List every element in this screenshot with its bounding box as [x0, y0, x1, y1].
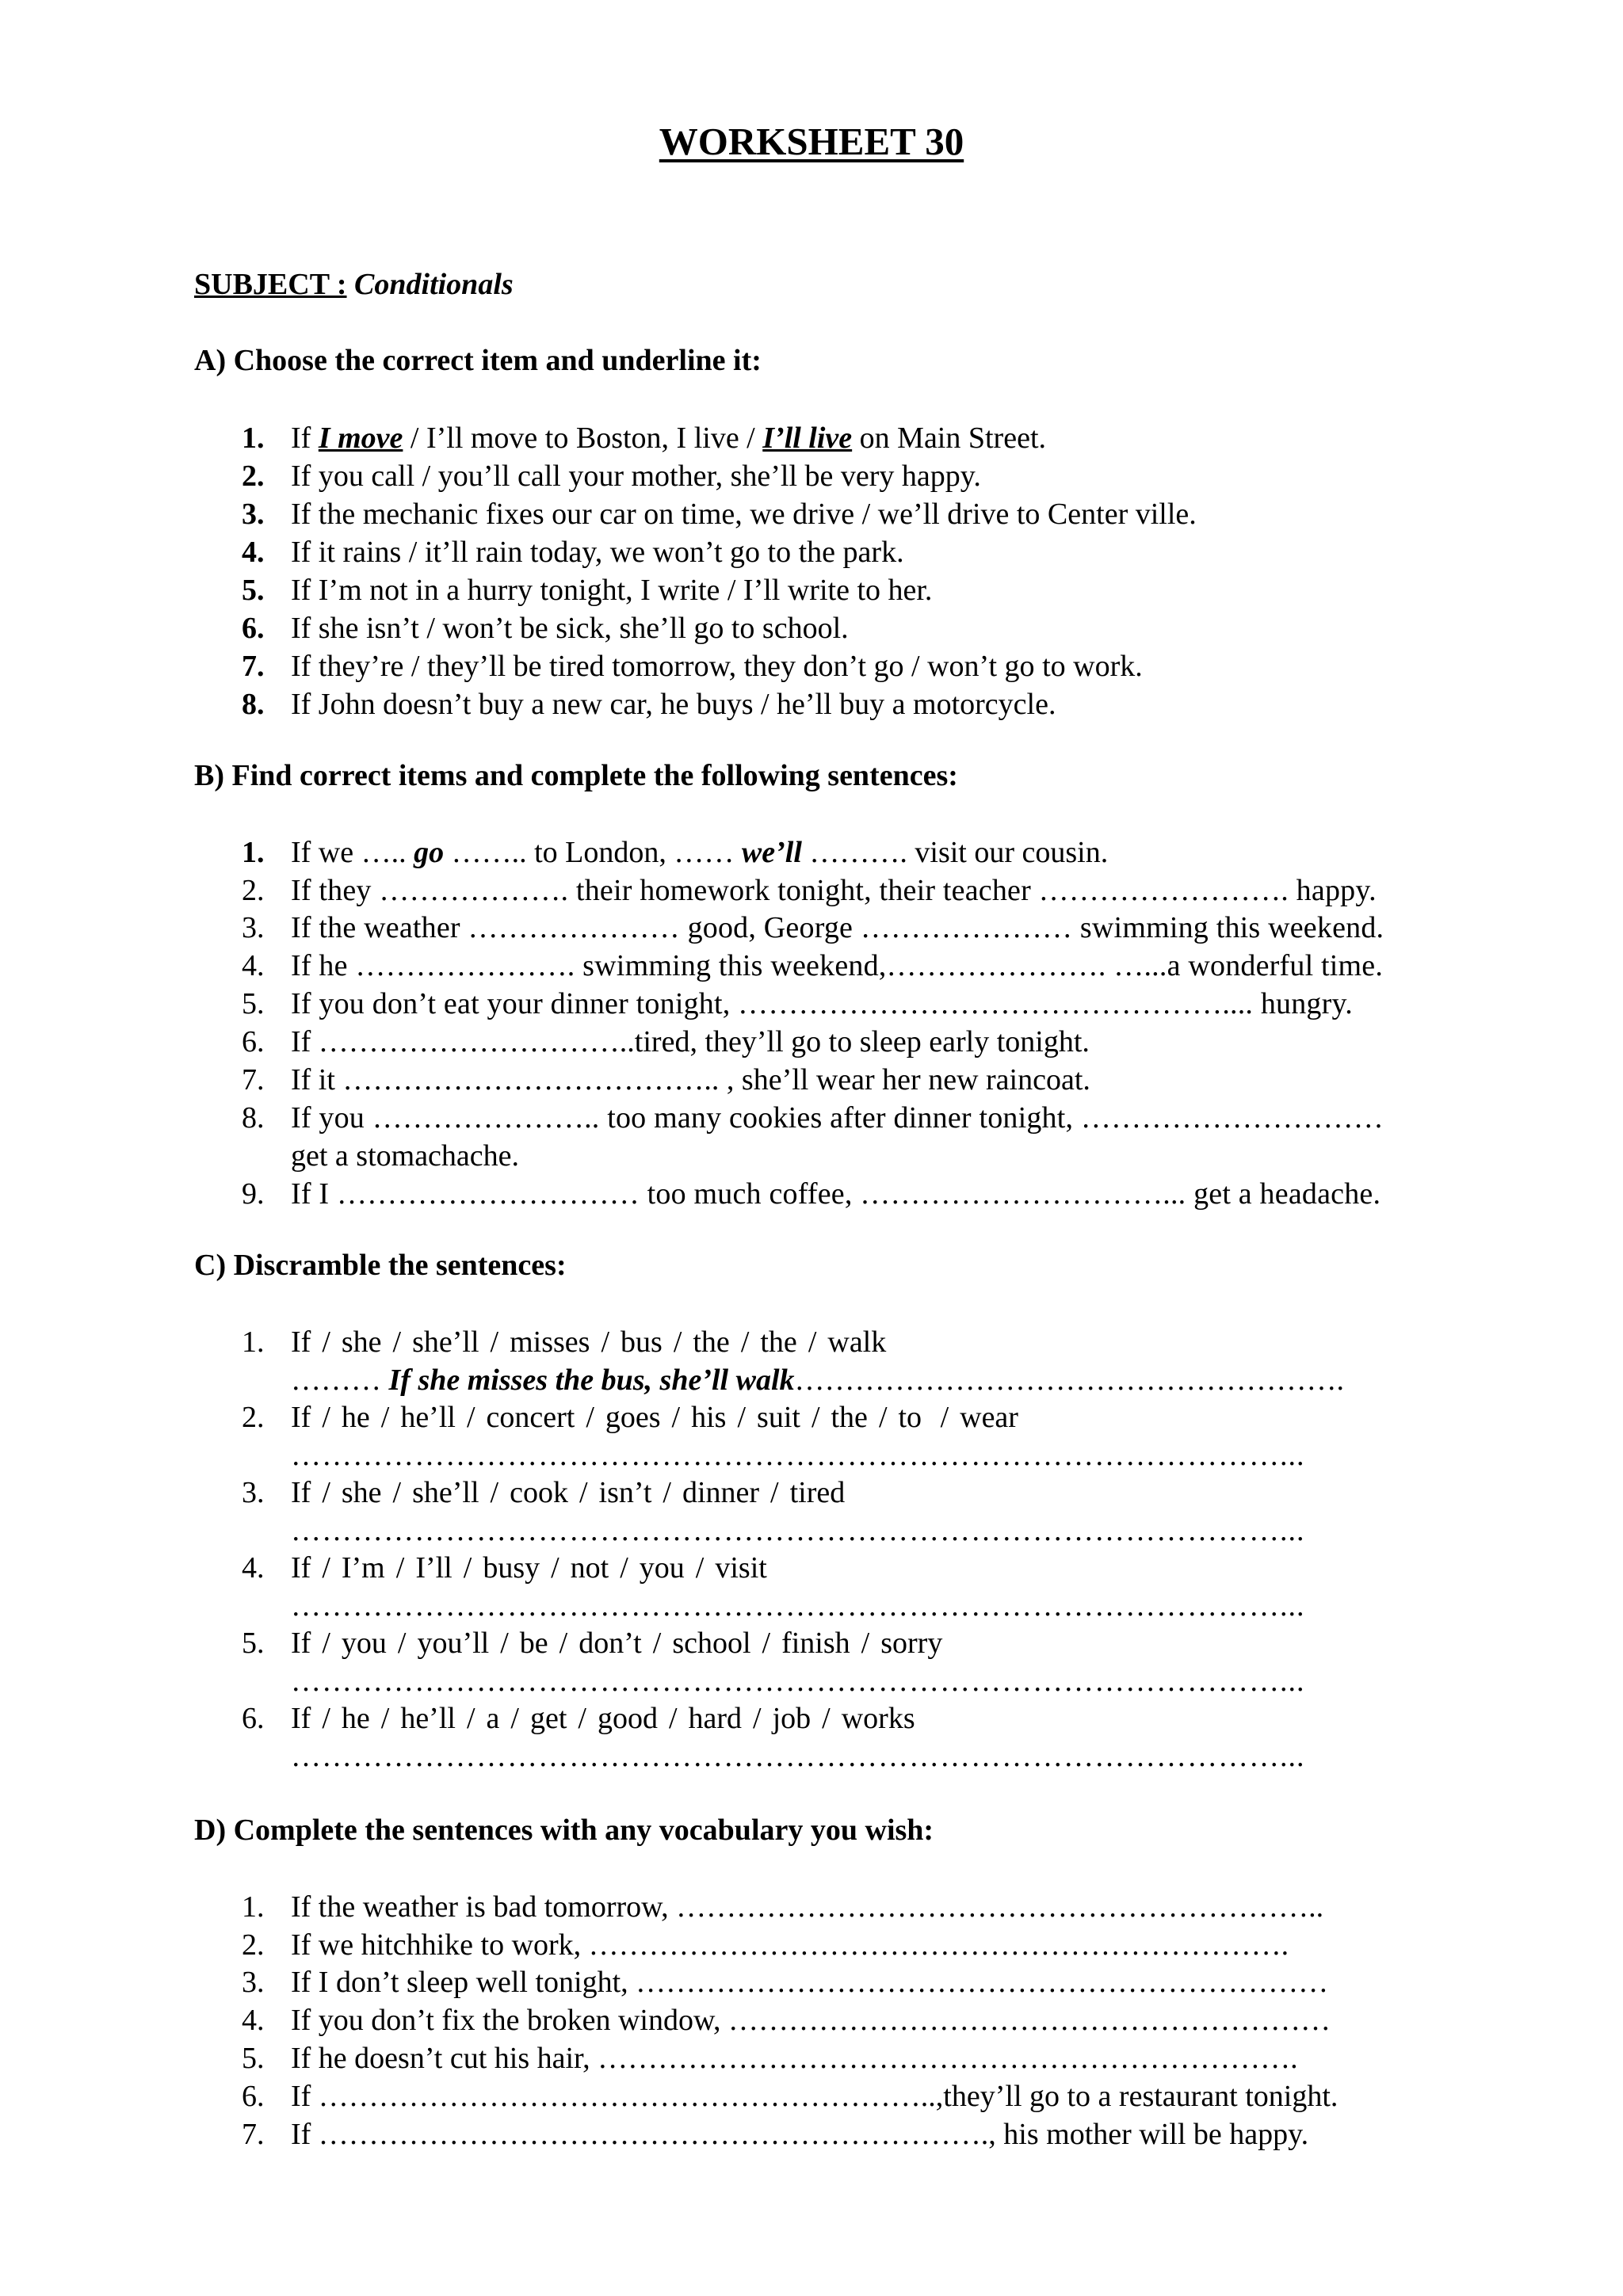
word: you [639, 1551, 685, 1585]
sentence [291, 875, 1472, 906]
sentence: If the weather is bad tomorrow, ……………………………………………………….. [291, 1890, 1324, 1924]
item-number: 2. [242, 1401, 265, 1434]
word: you [341, 1627, 387, 1660]
word: walk [827, 1325, 887, 1359]
word: suit [757, 1401, 800, 1434]
separator: / [322, 1325, 330, 1359]
sentence: If ……………………………………………………..,they’ll go to a restaurant tonight. [291, 2080, 1338, 2113]
word: job [772, 1702, 812, 1735]
word: cook [510, 1476, 568, 1509]
sentence-part: / I’ll move [403, 421, 538, 455]
item-number: 7. [242, 2118, 265, 2151]
scrambled-words [291, 1553, 778, 1583]
scrambled-words [291, 1402, 1029, 1432]
sentence [291, 1065, 1090, 1095]
sentence-part: If you don’t eat your dinner tonight, ………………………………………….... hungry. [291, 987, 1353, 1020]
sentence-part: If they ………………. their homework tonight, their teacher ……………………. happy. [291, 874, 1377, 907]
answer-dots: ……… [291, 1363, 389, 1397]
answer-dots: ……………………………………………………………………………………... [291, 1740, 1305, 1773]
sentence: If I don’t sleep well tonight, …………………………………………………………… [291, 1966, 1329, 1999]
word: you’ll [417, 1627, 490, 1660]
sentence [291, 651, 1143, 681]
separator: / [397, 1627, 407, 1660]
item-number: 3. [242, 1476, 265, 1509]
sentence: If you don’t fix the broken window, …………………………………………………… [291, 2004, 1331, 2037]
separator: / [392, 1476, 402, 1509]
word: If [291, 1476, 311, 1509]
word: If [291, 1551, 311, 1585]
sentence [291, 537, 904, 567]
sentence-part: If he …………………. swimming this weekend,…………………. …...a wonderful time. [291, 949, 1384, 982]
word: If [291, 1325, 311, 1359]
item-number: 1. [242, 421, 265, 455]
separator: / [395, 1551, 405, 1585]
item-number: 8. [242, 688, 265, 721]
sentence-part: to her. [849, 574, 933, 607]
separator: / [861, 1627, 870, 1660]
sentence-part: get a stomachache. [291, 1139, 520, 1173]
sentence-part: If she [291, 612, 366, 645]
subject-label: SUBJECT : [194, 268, 347, 301]
word: a [486, 1702, 500, 1735]
separator: / [322, 1401, 330, 1434]
sentence-part: If it [291, 536, 343, 569]
sentence-part: If …………………………..tired, they’ll go to sleep early tonight. [291, 1025, 1090, 1058]
separator: / [822, 1702, 831, 1735]
sentence-part: today, we won’t go to the park. [522, 536, 904, 569]
sentence-part: to Center ville. [1009, 498, 1197, 531]
answer-line [291, 1516, 1305, 1546]
answer-dots: ………………………………………………. [794, 1363, 1345, 1397]
sentence-part: If the weather ………………… good, George ………………… swimming this weekend. [291, 911, 1384, 944]
sentence: If he doesn’t cut his hair, ……………………………………………………………. [291, 2042, 1298, 2075]
sentence-part: rains / it’ll rain [342, 536, 523, 569]
word: wear [960, 1401, 1018, 1434]
word: don’t [579, 1627, 642, 1660]
word: his [691, 1401, 727, 1434]
word: the [693, 1325, 730, 1359]
sentence-part: If the mechanic fixes our car on time, we [291, 498, 793, 531]
section-b-heading: B) Find correct items and complete the following sentences: [194, 759, 958, 792]
sentence [291, 989, 1472, 1019]
sentence-part: call your mother, she’ll be very happy. [510, 460, 981, 493]
sentence-part: I live / [676, 421, 763, 455]
item-number: 2. [242, 460, 265, 493]
separator: / [559, 1627, 568, 1660]
item-number: 6. [242, 1025, 265, 1058]
answer-line [291, 1741, 1305, 1772]
item-number: 8. [242, 1101, 265, 1135]
scrambled-words [291, 1628, 953, 1658]
separator: / [322, 1702, 330, 1735]
word: finish [781, 1627, 850, 1660]
item-number: 2. [242, 874, 265, 907]
word: misses [510, 1325, 590, 1359]
word: bus [621, 1325, 663, 1359]
item-number: 5. [242, 574, 265, 607]
answer-dots: ……………………………………………………………………………………... [291, 1439, 1305, 1472]
separator: / [510, 1702, 519, 1735]
scrambled-words [291, 1327, 897, 1357]
sentence [291, 913, 1472, 943]
item-number: 7. [242, 650, 265, 683]
item-number: 7. [242, 1063, 265, 1097]
sentence-part: they’re / they’ll be [318, 650, 542, 683]
word: tired [789, 1476, 846, 1509]
separator: / [878, 1401, 888, 1434]
word: he [341, 1401, 370, 1434]
word: get [529, 1702, 567, 1735]
sentence-part: to work. [1034, 650, 1143, 683]
word: If [291, 1702, 311, 1735]
word: she [341, 1476, 382, 1509]
word: isn’t [598, 1476, 652, 1509]
separator: / [737, 1401, 747, 1434]
sentence-part: sick, she’ll go to school. [548, 612, 849, 645]
sentence: If …………………………………………………………., his mother will be happy. [291, 2118, 1309, 2151]
word: he’ll [400, 1702, 456, 1735]
sentence-part: If I ………………………… too much coffee, …………………………... get a headache. [291, 1177, 1381, 1211]
sentence-part: I’ll live [762, 421, 853, 455]
sentence-part: to Boston, [537, 421, 677, 455]
sentence-part: I write / I’ll write [640, 574, 850, 607]
word: works [841, 1702, 915, 1735]
item-number: 2. [242, 1928, 265, 1962]
word: to [898, 1401, 922, 1434]
sentence-part: If you ………………….. too many cookies after dinner tonight, ………………………… [291, 1101, 1384, 1135]
item-number: 5. [242, 2042, 265, 2075]
separator: / [668, 1702, 678, 1735]
item-number: 3. [242, 911, 265, 944]
item-number: 4. [242, 2004, 265, 2037]
separator: / [933, 1401, 949, 1434]
page-title [0, 119, 1623, 164]
sentence: If we hitchhike to work, ……………………………………………………………. [291, 1928, 1289, 1962]
item-number: 9. [242, 1177, 265, 1211]
word: If [291, 1627, 311, 1660]
word: hard [688, 1702, 743, 1735]
word: dinner [682, 1476, 760, 1509]
word: busy [483, 1551, 540, 1585]
item-number: 4. [242, 1551, 265, 1585]
word: concert [486, 1401, 575, 1434]
answer-line [291, 1365, 1344, 1395]
sentence-part: buys / he’ll buy [696, 688, 885, 721]
separator: / [740, 1325, 750, 1359]
separator: / [322, 1627, 330, 1660]
page-title-text: WORKSHEET 30 [659, 120, 964, 163]
separator: / [811, 1401, 820, 1434]
separator: / [620, 1551, 628, 1585]
separator: / [466, 1702, 475, 1735]
separator: / [463, 1551, 472, 1585]
sentence-part: If I’m not in a hurry tonight, [291, 574, 641, 607]
separator: / [652, 1627, 662, 1660]
separator: / [392, 1325, 402, 1359]
sentence-part: isn’t / won’t be [365, 612, 548, 645]
word: I’m [341, 1551, 385, 1585]
item-number: 5. [242, 1627, 265, 1660]
sentence [291, 423, 1046, 453]
separator: / [380, 1401, 390, 1434]
separator: / [673, 1325, 682, 1359]
separator: / [578, 1702, 586, 1735]
sentence-part: you call / you’ll [318, 460, 510, 493]
answer-dots: ……………………………………………………………………………………... [291, 1514, 1305, 1547]
separator: / [770, 1476, 779, 1509]
separator: / [753, 1702, 762, 1735]
sentence [291, 1103, 1472, 1133]
separator: / [695, 1551, 705, 1585]
sentence-part: I move [318, 421, 403, 455]
word: be [519, 1627, 548, 1660]
section-d-heading: D) Complete the sentences with any vocabulary you wish: [194, 1814, 934, 1847]
sentence-part: tired tomorrow, they [541, 650, 804, 683]
word: not [570, 1551, 609, 1585]
sentence [291, 499, 1197, 529]
sentence-part: a motorcycle. [884, 688, 1056, 721]
item-number: 3. [242, 498, 265, 531]
item-number: 3. [242, 1966, 265, 1999]
separator: / [322, 1476, 330, 1509]
item-number: 1. [242, 836, 265, 869]
answer-line [291, 1440, 1305, 1470]
item-number: 4. [242, 949, 265, 982]
word: goes [605, 1401, 661, 1434]
word: she’ll [412, 1325, 479, 1359]
word: the [831, 1401, 868, 1434]
word: she [341, 1325, 382, 1359]
item-number: 1. [242, 1890, 265, 1924]
word: If [291, 1401, 311, 1434]
separator: / [322, 1551, 330, 1585]
word: I’ll [415, 1551, 453, 1585]
item-number: 4. [242, 536, 265, 569]
scrambled-words [291, 1478, 856, 1508]
separator: / [762, 1627, 771, 1660]
word: the [760, 1325, 797, 1359]
item-number: 6. [242, 612, 265, 645]
sentence-part: If [291, 650, 319, 683]
scrambled-words [291, 1703, 926, 1733]
separator: / [490, 1325, 499, 1359]
separator: / [380, 1702, 390, 1735]
sentence-part: don’t go / won’t go [803, 650, 1035, 683]
sentence [291, 837, 1108, 868]
separator: / [601, 1325, 610, 1359]
separator: / [579, 1476, 588, 1509]
sentence-part: on Main Street. [852, 421, 1047, 455]
sentence [291, 575, 932, 605]
sentence-part: drive / we’ll drive [792, 498, 1010, 531]
sentence-part: go [414, 836, 445, 869]
separator: / [490, 1476, 499, 1509]
word: good [597, 1702, 658, 1735]
answer-line [291, 1666, 1305, 1696]
subject-value: Conditionals [354, 268, 514, 301]
item-number: 6. [242, 2080, 265, 2113]
answer-line [291, 1591, 1305, 1621]
word: visit [715, 1551, 767, 1585]
item-number: 1. [242, 1325, 265, 1359]
separator: / [586, 1401, 594, 1434]
answer-dots: ……………………………………………………………………………………... [291, 1589, 1305, 1623]
word: he’ll [400, 1401, 456, 1434]
separator: / [466, 1401, 475, 1434]
separator: / [551, 1551, 559, 1585]
word: school [672, 1627, 751, 1660]
sentence-part: If it ……………………………….. , she’ll wear her new raincoat. [291, 1063, 1090, 1097]
sentence-part: If [291, 421, 319, 455]
section-a-heading: A) Choose the correct item and underline it: [194, 344, 762, 377]
sentence-part: If we ….. [291, 836, 414, 869]
word: he [341, 1702, 370, 1735]
sentence-part: If [291, 460, 319, 493]
item-number: 5. [242, 987, 265, 1020]
word: she’ll [412, 1476, 479, 1509]
section-c-heading: C) Discramble the sentences: [194, 1249, 567, 1282]
sentence [291, 1027, 1090, 1057]
separator: / [671, 1401, 681, 1434]
sentence [291, 461, 981, 491]
sentence-part: …….. to London, …… [444, 836, 742, 869]
sentence [291, 689, 1056, 719]
separator: / [500, 1627, 509, 1660]
word: sorry [880, 1627, 943, 1660]
sentence [291, 951, 1472, 981]
sentence [291, 613, 849, 643]
sentence [291, 1179, 1472, 1209]
answer-dots: ……………………………………………………………………………………... [291, 1665, 1305, 1698]
sentence-part: ………. visit our cousin. [801, 836, 1109, 869]
subject-line [194, 267, 514, 302]
item-number: 6. [242, 1702, 265, 1735]
sentence-part: we’ll [741, 836, 802, 869]
example-answer: If she misses the bus, she’ll walk [388, 1363, 795, 1397]
separator: / [808, 1325, 817, 1359]
separator: / [663, 1476, 671, 1509]
sentence [291, 1141, 519, 1171]
sentence-part: If John doesn’t buy a new car, he [291, 688, 697, 721]
